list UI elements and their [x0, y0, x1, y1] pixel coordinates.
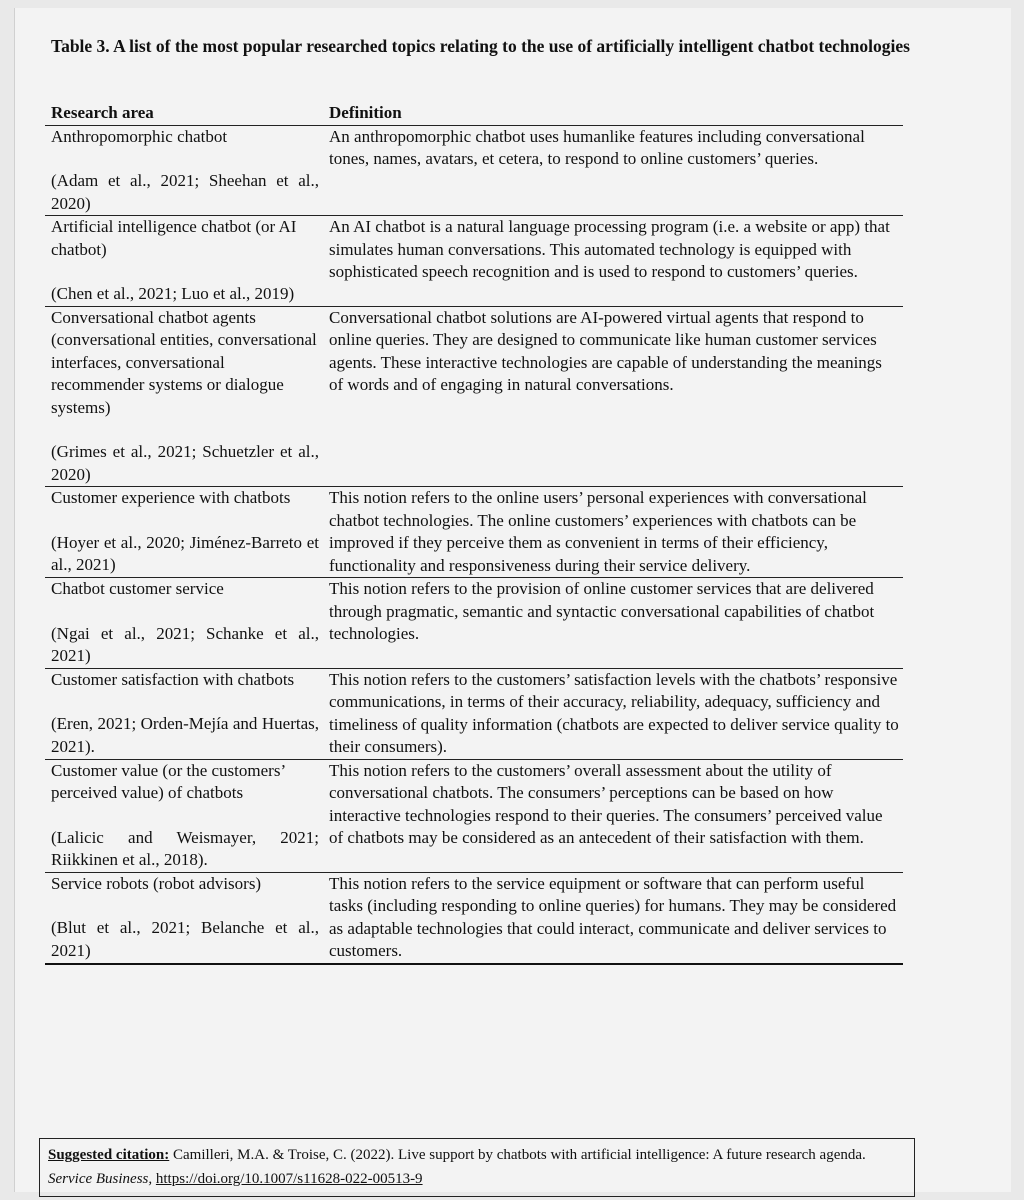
table-row	[45, 578, 903, 669]
research-area-citation: (Eren, 2021; Orden-Mejía and Huertas, 2021).	[51, 714, 319, 756]
research-area-name: Service robots (robot advisors)	[51, 873, 262, 893]
table-row	[45, 306, 903, 487]
research-area-cell	[45, 578, 323, 669]
citation-doi-link[interactable]: https://doi.org/10.1007/s11628-022-00513-9	[155, 1171, 423, 1187]
table-row	[45, 487, 903, 578]
research-area-name: Customer value (or the customers’ perceived value) of chatbots	[51, 760, 285, 802]
research-area-cell	[45, 759, 323, 872]
research-area-citation: (Grimes et al., 2021; Schuetzler et al., 2020)	[51, 442, 319, 484]
definition-cell: This notion refers to the provision of online customer services that are delivered through pragmatic, semantic and syntactic conversational capabilities of chatbot technologies.	[323, 578, 903, 669]
research-area-cell	[45, 306, 323, 487]
definition-cell: This notion refers to the service equipment or software that can perform useful tasks (including responding to online queries) for humans. They may be considered as adaptable technologies that could interact, communicate and deliver services to customers.	[323, 872, 903, 964]
table-caption: Table 3. A list of the most popular researched topics relating to the use of artificially intelligent chatbot technologies	[51, 36, 910, 56]
citation-authors: Camilleri, M.A. & Troise, C. (2022). Live support by chatbots with artificial intelligence: A future research agenda.	[173, 1147, 866, 1163]
definition-cell: Conversational chatbot solutions are AI-powered virtual agents that respond to online queries. They are designed to communicate like human customer services agents. These interactive technologies are capable of understanding the meanings of words and of engaging in natural conversations.	[323, 306, 903, 487]
table-row	[45, 668, 903, 759]
research-area-citation: (Chen et al., 2021; Luo et al., 2019)	[51, 284, 295, 303]
research-area-name: Conversational chatbot agents (conversational entities, conversational interfaces, conversational recommender systems or dialogue systems)	[51, 307, 317, 417]
research-area-citation: (Lalicic and Weismayer, 2021; Riikkinen et al., 2018).	[51, 827, 319, 869]
table-row	[45, 759, 903, 872]
table-row	[45, 125, 903, 216]
research-topics-table	[45, 102, 903, 965]
research-area-citation: (Adam et al., 2021; Sheehan et al., 2020)	[51, 171, 319, 213]
document-page	[14, 8, 1011, 1192]
definition-cell: An anthropomorphic chatbot uses humanlike features including conversational tones, names, avatars, et cetera, to respond to online customers’ queries.	[323, 125, 903, 216]
definition-cell: This notion refers to the online users’ personal experiences with conversational chatbot technologies. The online customers’ experiences with chatbots can be improved if they perceive them as convenient in terms of their efficiency, functionality and responsiveness during their service delivery.	[323, 487, 903, 578]
research-area-name: Customer satisfaction with chatbots	[51, 669, 295, 689]
table-row	[45, 872, 903, 964]
definition-cell: This notion refers to the customers’ satisfaction levels with the chatbots’ responsive communications, in terms of their accuracy, reliability, adequacy, sufficiency and timeliness of quality information (chatbots are expected to deliver service quality to their consumers).	[323, 668, 903, 759]
citation-journal: Service Business,	[48, 1171, 153, 1187]
research-area-name: Artificial intelligence chatbot (or AI chatbot)	[51, 217, 297, 259]
citation-lead: Suggested citation:	[48, 1147, 170, 1163]
research-area-cell	[45, 487, 323, 578]
header-definition: Definition	[323, 102, 903, 125]
research-area-citation: (Ngai et al., 2021; Schanke et al., 2021)	[51, 623, 319, 665]
definition-cell: This notion refers to the customers’ overall assessment about the utility of conversational chatbots. The consumers’ perceptions can be based on how interactive technologies respond to their queries. The consumers’ perceived value of chatbots may be considered as an antecedent of their satisfaction with them.	[323, 759, 903, 872]
research-area-citation: (Hoyer et al., 2020; Jiménez-Barreto et al., 2021)	[51, 532, 319, 574]
definition-cell: An AI chatbot is a natural language processing program (i.e. a website or app) that simulates human conversations. This automated technology is equipped with sophisticated speech recognition and is used to respond to customers’ queries.	[323, 216, 903, 307]
table-header-row	[45, 102, 903, 125]
research-area-cell	[45, 125, 323, 216]
header-research-area: Research area	[45, 102, 323, 125]
research-area-cell	[45, 872, 323, 964]
research-area-cell	[45, 216, 323, 307]
research-area-cell	[45, 668, 323, 759]
suggested-citation-box	[39, 1138, 915, 1197]
research-area-name: Chatbot customer service	[51, 579, 224, 598]
research-area-name: Anthropomorphic chatbot	[51, 126, 228, 146]
research-area-citation: (Blut et al., 2021; Belanche et al., 2021)	[51, 918, 319, 960]
research-area-name: Customer experience with chatbots	[51, 488, 291, 507]
table-row	[45, 216, 903, 307]
